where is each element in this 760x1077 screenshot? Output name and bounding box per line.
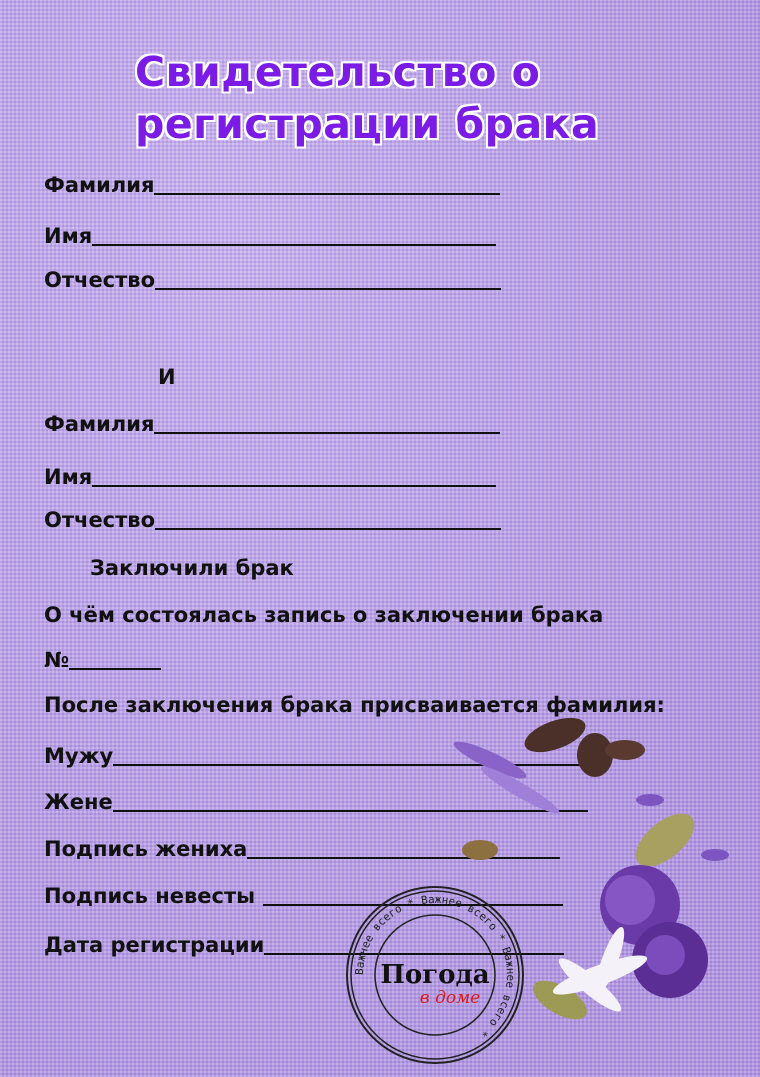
stamp-brand: Погода [380, 960, 490, 990]
title-line-1: Свидетельство о [135, 48, 541, 96]
label: Имя [44, 224, 93, 248]
stamp-brand-sub: в доме [419, 988, 481, 1008]
title-line-2: регистрации брака [135, 100, 600, 148]
label: Дата регистрации [44, 933, 265, 957]
label: Отчество [44, 508, 156, 532]
label: Мужу [44, 744, 114, 768]
butterfly-icon [520, 711, 645, 777]
married-label: Заключили брак [90, 556, 294, 580]
label: Фамилия [44, 173, 155, 197]
surname-assigned-label: После заключения брака присваивается фамилия: [44, 693, 665, 717]
label: Фамилия [44, 412, 155, 436]
record-label: О чём состоялась запись о заключении брака [44, 603, 604, 627]
label: № [44, 648, 70, 672]
label: Подпись жениха [44, 837, 248, 861]
stamp-ring-text: Важнее всего * Важнее всего * Важнее всего * [352, 892, 518, 1040]
label: Имя [44, 465, 93, 489]
label: Отчество [44, 268, 156, 292]
label: Подпись невесты [44, 884, 256, 908]
conjunction-text: И [158, 365, 176, 389]
label: Жене [44, 790, 113, 814]
